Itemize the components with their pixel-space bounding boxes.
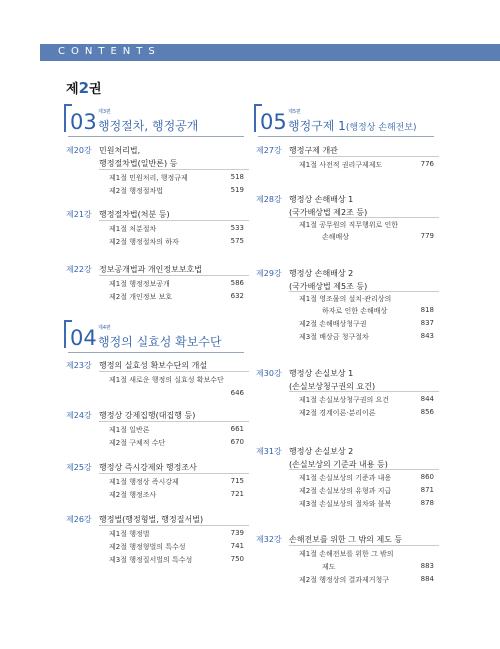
part-subtitle: (행정상 손해전보) [345,123,417,133]
chapter-rule [99,421,249,422]
part-small-label: 제5편 [288,109,301,115]
part-title [98,117,198,134]
volume-number: 2 [78,79,89,97]
chapter-title: 행정상 손실보상 2 [289,447,354,456]
section-page: 883 [420,562,434,570]
lecture-number: 제30강 [256,369,282,378]
section-text: 제1절 일반론 [109,426,150,434]
section-page: 818 [420,306,434,314]
section-text: 제1절 사전적 권리구제제도 [299,161,383,169]
section-text: 제1절 손실보상의 기준과 내용 [299,474,392,482]
lecture-number: 제21강 [66,210,92,219]
chapter-title: 행정상 손해배상 1 [289,195,354,204]
section-page: 741 [230,542,244,550]
contents-banner [40,44,500,61]
section-page: 715 [230,477,244,485]
part-number: 03 [70,110,97,134]
section-text-cont: 하자로 인한 손해배상 [322,307,388,315]
section-text: 제2절 행정절차법 [109,187,164,195]
chapter-rule [289,469,439,470]
section-page: 837 [420,319,434,327]
section-text: 제1절 행정정보공개 [109,280,170,288]
section-text: 제1절 공무원의 직무행위로 인한 [299,221,399,229]
section-page: 533 [230,224,244,232]
section-text: 제3절 행정질서벌의 특수성 [109,556,193,564]
part-number: 04 [70,326,97,350]
chapter-title-line2: (손실보상의 기준과 내용 등) [289,460,388,469]
chapter-title: 행정의 실효성 확보수단의 개설 [99,361,208,370]
part-number: 05 [260,110,287,134]
section-page: 518 [230,173,244,181]
lecture-number: 제24강 [66,411,92,420]
part-title-text: 행정절차, 행정공개 [98,119,199,133]
section-page: 661 [230,425,244,433]
chapter-title: 손해전보를 위한 그 밖의 제도 등 [289,535,403,544]
section-text: 제2절 개인정보 보호 [109,293,172,301]
contents-label: CONTENTS [58,46,161,57]
part-03 [66,104,246,144]
chapter-rule [99,371,249,372]
volume-title [66,78,102,97]
section-page: 670 [230,438,244,446]
section-text: 제2절 경계이론·분리이론 [299,409,376,417]
chapter-rule [99,169,249,170]
section-text-cont: 손해배상 [322,233,350,241]
section-page: 586 [230,279,244,287]
section-text: 제2절 행정형벌의 특수성 [109,543,186,551]
volume-prefix: 제 [66,82,79,97]
volume-suffix: 권 [89,82,102,97]
section-text: 제2절 행정절차의 하자 [109,238,179,246]
section-page: 843 [420,332,434,340]
section-page: 721 [230,490,244,498]
section-text: 제2절 행정조사 [109,491,157,499]
section-text: 제2절 손해배상청구권 [299,320,367,328]
section-page: 844 [420,395,434,403]
lecture-number: 제32강 [256,535,282,544]
lecture-number: 제22강 [66,265,92,274]
section-text: 제1절 처분절차 [109,225,157,233]
chapter-title-line2: 행정절차법(일반론) 등 [99,159,178,168]
chapter-rule [99,220,249,221]
part-title-text: 행정구제 1 [288,119,346,133]
section-text: 제1절 행정상 즉시강제 [109,478,179,486]
chapter-rule [99,275,249,276]
section-page: 739 [230,529,244,537]
chapter-rule [289,156,439,157]
section-page: 750 [230,555,244,563]
chapter-title: 정보공개법과 개인정보보호법 [99,265,203,274]
lecture-number: 제23강 [66,361,92,370]
section-text: 제1절 행정벌 [109,530,150,538]
chapter-title: 민원처리법, [99,146,141,155]
section-page: 519 [230,186,244,194]
section-page: 884 [420,575,434,583]
lecture-number: 제26강 [66,515,92,524]
section-text: 제1절 손실보상청구권의 요건 [299,396,390,404]
chapter-title: 행정상 즉시강제와 행정조사 [99,463,197,472]
lecture-number: 제27강 [256,146,282,155]
part-small-label: 제3편 [98,109,111,115]
chapter-title-line2: (국가배상법 제2조 등) [289,208,368,217]
chapter-rule [99,525,249,526]
lecture-number: 제20강 [66,146,92,155]
part-small-label: 제4편 [98,325,111,331]
section-text: 제1절 손해전보를 위한 그 밖의 [299,550,394,558]
part-04 [66,320,246,360]
section-text: 제1절 영조물의 설치·관리상의 [299,295,392,303]
section-text: 제2절 행정상의 결과제거청구 [299,576,390,584]
lecture-number: 제28강 [256,195,282,204]
section-page: 856 [420,408,434,416]
chapter-title: 행정상 손해배상 2 [289,269,354,278]
part-05 [256,104,436,144]
part-rule [258,136,434,137]
part-rule [68,136,244,137]
section-page: 779 [420,232,434,240]
section-page: 646 [230,389,244,397]
lecture-number: 제31강 [256,447,282,456]
section-page: 632 [230,292,244,300]
section-page: 860 [420,473,434,481]
section-page: 776 [420,160,434,168]
section-text: 제3절 손실보상의 절차와 불복 [299,500,392,508]
chapter-rule [289,545,439,546]
lecture-number: 제25강 [66,463,92,472]
chapter-title: 행정구제 개관 [289,146,338,155]
chapter-title-line2: (손실보상청구권의 요건) [289,382,376,391]
section-page: 878 [420,499,434,507]
section-text: 제2절 손실보상의 유형과 지급 [299,487,392,495]
part-rule [68,352,244,353]
section-text-cont: 제도 [322,563,336,571]
section-text: 제1절 민원처리, 행정규제 [109,174,188,182]
lecture-number: 제29강 [256,269,282,278]
part-title [98,333,222,350]
chapter-rule [99,473,249,474]
section-text: 제3절 배상금 청구절차 [299,333,369,341]
chapter-title: 행정벌(행정형벌, 행정질서벌) [99,515,204,524]
section-text: 제1절 새로운 행정의 실효성 확보수단 [109,376,224,384]
chapter-rule [289,391,439,392]
chapter-title: 행정절차법(처분 등) [99,210,170,219]
section-page: 871 [420,486,434,494]
chapter-title-line2: (국가배상법 제5조 등) [289,282,368,291]
chapter-rule [289,291,439,292]
section-page: 575 [230,237,244,245]
section-text: 제2절 구체적 수단 [109,439,166,447]
chapter-title: 행정상 강제집행(대집행 등) [99,411,196,420]
chapter-rule [289,217,439,218]
part-title [288,117,417,134]
part-title-text: 행정의 실효성 확보수단 [98,335,222,349]
chapter-title: 행정상 손실보상 1 [289,369,354,378]
